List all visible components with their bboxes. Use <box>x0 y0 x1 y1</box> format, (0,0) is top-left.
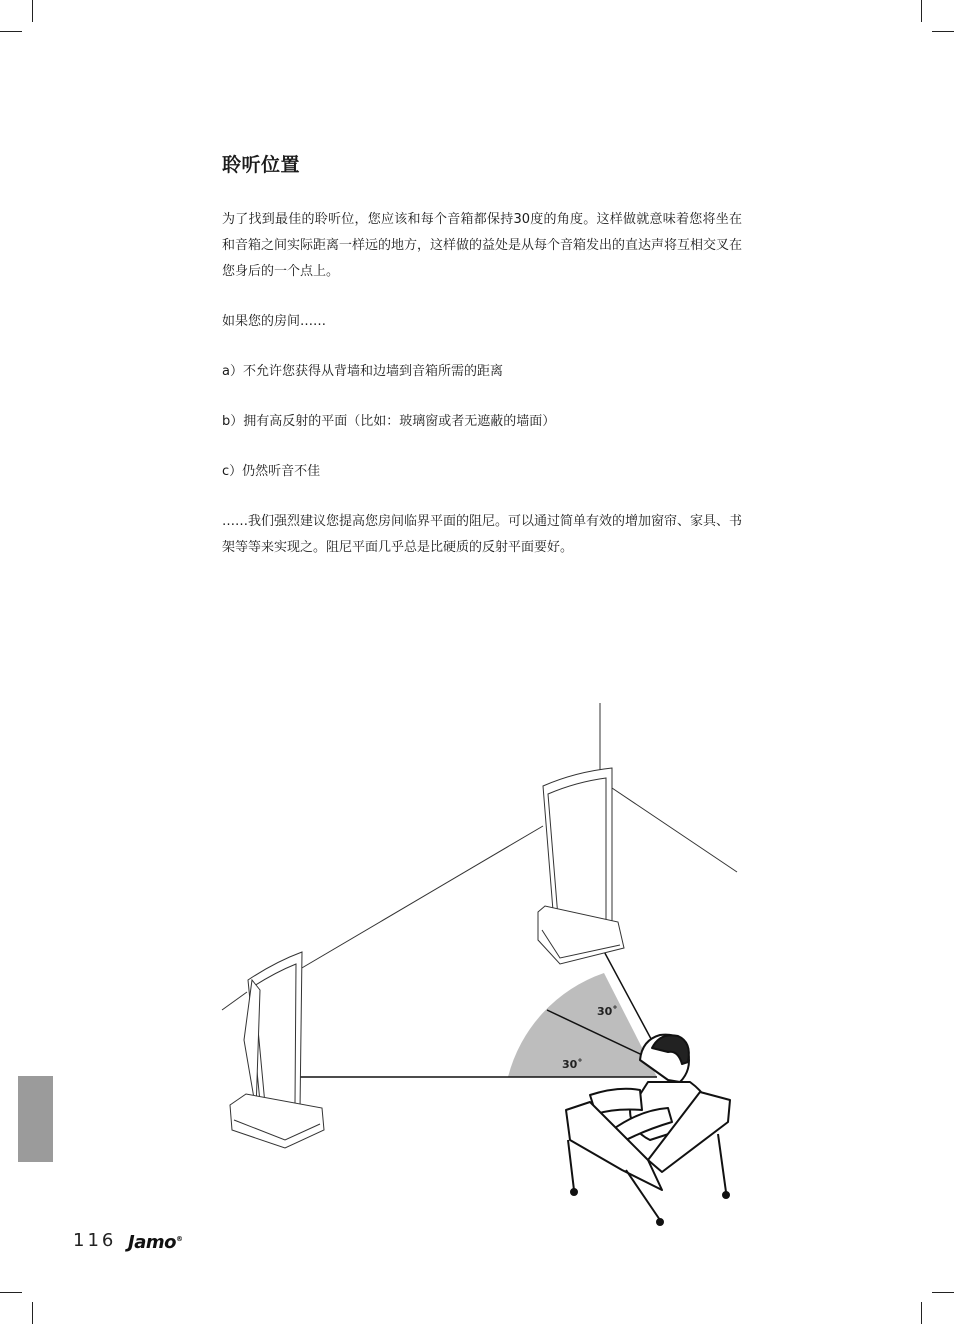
room-condition-lead: 如果您的房间…… <box>222 314 327 329</box>
condition-c: c）仍然听音不佳 <box>222 464 321 479</box>
section-tab <box>18 1076 53 1162</box>
page-number: 116 <box>73 1230 117 1251</box>
angle-label-upper: 30˚ <box>597 1005 618 1018</box>
crop-mark <box>932 1292 954 1293</box>
crop-mark <box>32 0 33 22</box>
crop-mark <box>0 31 22 32</box>
crop-mark <box>921 1302 922 1324</box>
condition-b: b）拥有高反射的平面（比如：玻璃窗或者无遮蔽的墙面） <box>222 414 556 429</box>
angle-label-lower: 30˚ <box>562 1058 583 1071</box>
right-speaker <box>538 768 624 964</box>
page-content <box>222 150 742 585</box>
crop-mark <box>32 1302 33 1324</box>
listening-position-illustration <box>0 690 954 1250</box>
intro-paragraph: 为了找到最佳的聆听位，您应该和每个音箱都保持30度的角度。这样做就意味着您将坐在和音箱之间实际距离一样远的地方，这样做的益处是从每个音箱发出的直达声将互相交叉在您身后的一个点上。 <box>222 212 743 279</box>
crop-mark <box>932 31 954 32</box>
left-speaker <box>230 952 324 1148</box>
page-title: 聆听位置 <box>222 154 301 176</box>
brand-logo: Jamo® <box>128 1232 183 1253</box>
condition-a: a）不允许您获得从背墙和边墙到音箱所需的距离 <box>222 364 503 379</box>
recommendation-paragraph: ……我们强烈建议您提高您房间临界平面的阻尼。可以通过简单有效的增加窗帘、家具、书架等等来实现之。阻尼平面几乎总是比硬质的反射平面要好。 <box>222 514 743 555</box>
crop-mark <box>921 0 922 22</box>
crop-mark <box>0 1292 22 1293</box>
